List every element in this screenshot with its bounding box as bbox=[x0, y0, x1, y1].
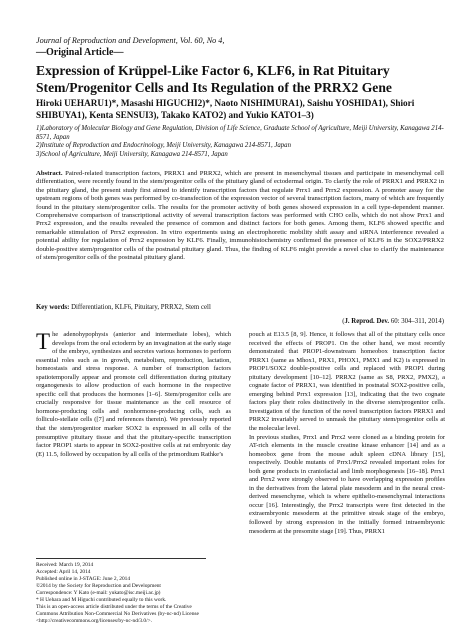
footnote-line: ©2014 by the Society for Reproduction and Development bbox=[36, 583, 161, 589]
footnote-line: Received: March 19, 2014 bbox=[36, 562, 94, 568]
affiliations bbox=[36, 125, 446, 159]
citation: (J. Reprod. Dev. 60: 304–311, 2014) bbox=[342, 318, 444, 325]
footnote-line: Published online in J-STAGE: June 2, 2014 bbox=[36, 576, 131, 582]
drop-cap: T bbox=[36, 329, 51, 354]
footnote-line: <http://creativecommons.org/licenses/by-nc-nd/3.0/>. bbox=[36, 618, 153, 624]
affiliation-2: 2)Institute of Reproduction and Endocrinology, Meiji University, Kanagawa 214-8571, Japan bbox=[36, 142, 291, 150]
journal-line: Journal of Reproduction and Development, Vol. 60, No 4, bbox=[36, 36, 225, 45]
affiliation-1: 1)Laboratory of Molecular Biology and Gene Regulation, Division of Life Science, Graduate School of Agriculture, Meiji University, Kanagawa 214-8571, Japan bbox=[36, 125, 444, 141]
footnotes bbox=[36, 562, 236, 625]
keywords-label: Key words: bbox=[36, 304, 70, 311]
body-paragraph bbox=[36, 331, 231, 459]
abstract-text: Paired-related transcription factors, PRRX1 and PRRX2, which are present in mesenchymal tissues and participate in mesenchymal cell differentiation, were recently found in the stem/progenitor cells of the pituitary gland of ectodermal origin. To clarify the role of PRRX1 and PRRX2 in the pituitary gland, the present study first aimed to identify transcription factors that regulate Prrx1 and Prrx2 expression. A promoter assay for the upstream regions of both genes was performed by co-transfection of the expression vector of several transcription factors, many of which are frequently found in the pituitary stem/progenitor cells. The results for the promoter activity of both genes showed expression in a cell type-dependent manner. Comprehensive comparison of transcriptional activity of several transcription factors was performed with CHO cells, which do not show Prrx1 and Prrx2 expression, and the results revealed the presence of common and distinct factors for both genes. Among them, KLF6 showed specific and remarkable stimulation of Prrx2 expression. In vitro experiments using an electrophoretic mobility shift assay and siRNA interference revealed a potential ability for regulation of Prrx2 expression by KLF6. Finally, immunohistochemistry confirmed the presence of KLF6 in the SOX2/PRRX2 double-positive stem/progenitor cells of the postnatal pituitary gland. Thus, the finding of KLF6 might provide a novel clue to clarify the maintenance of stem/progenitor cells of the postnatal pituitary gland. bbox=[36, 170, 445, 262]
article-type: —Original Article— bbox=[36, 47, 124, 58]
body-right-column bbox=[249, 331, 445, 536]
keywords bbox=[36, 304, 444, 311]
footnote-line: This is an open-access article distributed under the terms of the Creative bbox=[36, 604, 192, 610]
body-left-column bbox=[36, 331, 231, 459]
abstract-label: Abstract. bbox=[36, 170, 63, 177]
footnote-line: Accepted: April 14, 2014 bbox=[36, 569, 91, 575]
footnote-line: Correspondence: Y Kato (e-mail: yukato@isc.meiji.ac.jp) bbox=[36, 590, 161, 596]
article-title: Expression of Krüppel-Like Factor 6, KLF6, in Rat Pituitary Stem/Progenitor Cells and Its Regulation of the PRRX2 Gene bbox=[36, 63, 392, 95]
footnote-line: Commons Attribution Non-Commercial No Derivatives (by-nc-nd) License bbox=[36, 611, 199, 617]
citation-rest: 60: 304–311, 2014) bbox=[390, 318, 444, 325]
keywords-text: Differentiation, KLF6, Pituitary, PRRX2, Stem cell bbox=[71, 304, 211, 311]
affiliation-3: 3)School of Agriculture, Meiji University, Kanagawa 214-8571, Japan bbox=[36, 150, 228, 158]
abstract bbox=[36, 170, 444, 262]
author-list: Hiroki UEHARU1)*, Masashi HIGUCHI2)*, Naoto NISHIMURA1), Saishu YOSHIDA1), Shiori SHIBUYA1), Kenta SENSUI3), Takako KATO2) and Yukio KATO1–3) bbox=[36, 98, 415, 120]
footnote-divider bbox=[36, 558, 206, 559]
right-column-text: pouch at E13.5 [8, 9]. Hence, it follows that all of the pituitary cells once received the effects of PROP1. On the other hand, we most recently demonstrated that PROP1-downstream homeobox transcription factor PRRX1 (same as Mhox1, PRX1, PHOX1, PMX1 and K2) is expressed in PROP1/SOX2 double-positive cells and replaced with PROP1 during pituitary development [10–12]. PRRX2 (same as S8, PRX2, PMX2), a cognate factor of PRRX1, was identified in postnatal SOX2-positive cells, emerging behind Prrx1 expression [13], indicating that the two cognate factors play their roles distinctively in the diverse stem/progenitor cells. Investigation of the function of the novel transcription factors PRRX1 and PRRX2 invariably served to unmask the pituitary stem/progenitor cells at the molecular level. In previous studies, Prrx1 and Prrx2 were cloned as a binding protein for AT-rich elements in the muscle creatine kinase enhancer [14] and as a homeobox gene from the mouse adult spleen cDNA library [15], respectively. Double mutants of Prrx1/Prrx2 revealed important roles for both gene products in craniofacial and limb morphogenesis [16–18]. Prrx1 and Prrx2 were strongly observed to have overlapping expression profiles in the derivatives from the lateral plate mesoderm and in the neural crest-derived mesenchyme, which is where epithelio-mesenchymal interactions occur [16]. Interestingly, the Prrx2 transcripts were first detected in the extraembryonic mesoderm at the primitive streak stage of the embryo, followed by strong expression in the initially formed intraembryonic mesoderm at the presomite stage [19]. Thus, PRRX1 bbox=[249, 331, 445, 535]
left-column-text: he adenohypophysis (anterior and intermediate lobes), which develops from the oral ectoderm by an invagination at the early stage of the embryo, synthesizes and secretes various hormones to perform essential roles such as in growth, metabolism, reproduction, lactation, homeostasis and stress response. A number of transcription factors spatiotemporally appear and promote cell differentiation during pituitary organogenesis to allow production of each hormone in the respective specific cell that produces the hormones [1–6]. Stem/progenitor cells are crucially responsive for tissue maintenance as the cell resource of hormone-producing cells and nonhormone-producing cells, such as folliculo-stellate cells ([7] and references therein). We previously reported that the stem/progenitor marker SOX2 is expressed in all cells of the presumptive pituitary tissue and that the pituitary-specific transcription factor PROP1 starts to appear in SOX2-positive cells at rat embryonic day (E) 11.5, followed by occupation by all cells of the primordium Rathke’s bbox=[36, 331, 231, 458]
citation-journal: J. Reprod. Dev. bbox=[344, 318, 390, 325]
footnote-line: * H Uehara and M Higuchi contributed equally to this work. bbox=[36, 597, 167, 603]
